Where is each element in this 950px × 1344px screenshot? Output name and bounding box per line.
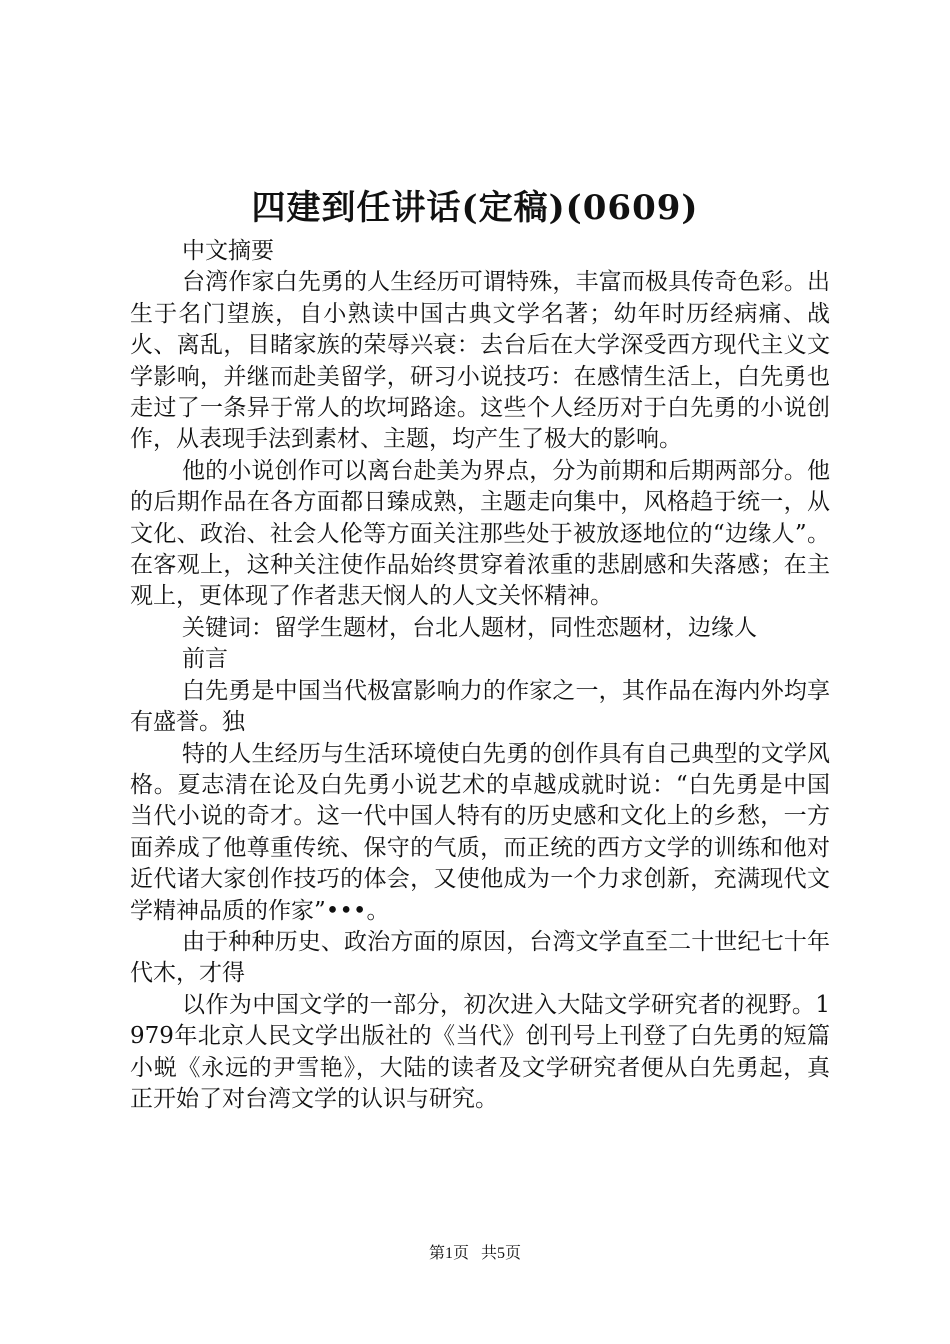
preface-paragraph-3: 由于种种历史、政治方面的原因，台湾文学直至二十世纪七十年代木，才得: [130, 928, 830, 987]
abstract-paragraph-2: 他的小说创作可以离台赴美为界点，分为前期和后期两部分。他的后期作品在各方面都日臻成熟，主题走向集中，风格趋于统一，从文化、政治、社会人伦等方面关注那些处于被放逐地位的“边缘人”。在客观上，这种关注使作品始终贯穿着浓重的悲剧感和失落感；在主观上，更体现了作者悲天悯人的人文关怀精神。: [130, 457, 830, 610]
preface-paragraph-1: 白先勇是中国当代极富影响力的作家之一，其作品在海内外均享有盛誉。独: [130, 677, 830, 736]
abstract-paragraph-1: 台湾作家白先勇的人生经历可谓特殊，丰富而极具传奇色彩。出生于名门望族，自小熟读中国古典文学名著；幼年时历经病痛、战火、离乱，目睹家族的荣辱兴衰：去台后在大学深受西方现代主义文学影响，并继而赴美留学，研习小说技巧：在感情生活上，白先勇也走过了一条异于常人的坎坷路途。这些个人经历对于白先勇的小说创作，从表现手法到素材、主题，均产生了极大的影响。: [130, 269, 830, 453]
preface-heading: 前言: [182, 646, 228, 673]
keywords-line: 关键词：留学生题材，台北人题材，同性恋题材，边缘人: [182, 614, 757, 641]
preface-paragraph-4: 以作为中国文学的一部分，初次进入大陆文学研究者的视野。1979年北京人民文学出版社的《当代》创刊号上刊登了白先勇的短篇小蜕《永远的尹雪艳》，大陆的读者及文学研究者便从白先勇起，真正开始了对台湾文学的认识与研究。: [130, 991, 830, 1112]
abstract-heading: 中文摘要: [182, 238, 274, 264]
document-title: 四建到任讲话(定稿)(0609): [251, 188, 699, 228]
page-footer: [0, 1244, 950, 1264]
page-total: 共5页: [481, 1245, 522, 1262]
page-number: 第1页: [428, 1245, 469, 1262]
preface-paragraph-2: 特的人生经历与生活环境使白先勇的创作具有自己典型的文学风格。夏志清在论及白先勇小说艺术的卓越成就时说：“白先勇是中国当代小说的奇才。这一代中国人特有的历史感和文化上的乡愁，一方面养成了他尊重传统、保守的气质，而正统的西方文学的训练和他对近代诸大家创作技巧的体会，又使他成为一个力求创新，充满现代文学精神品质的作家”•••。: [130, 740, 830, 924]
document-body: [130, 236, 830, 1115]
